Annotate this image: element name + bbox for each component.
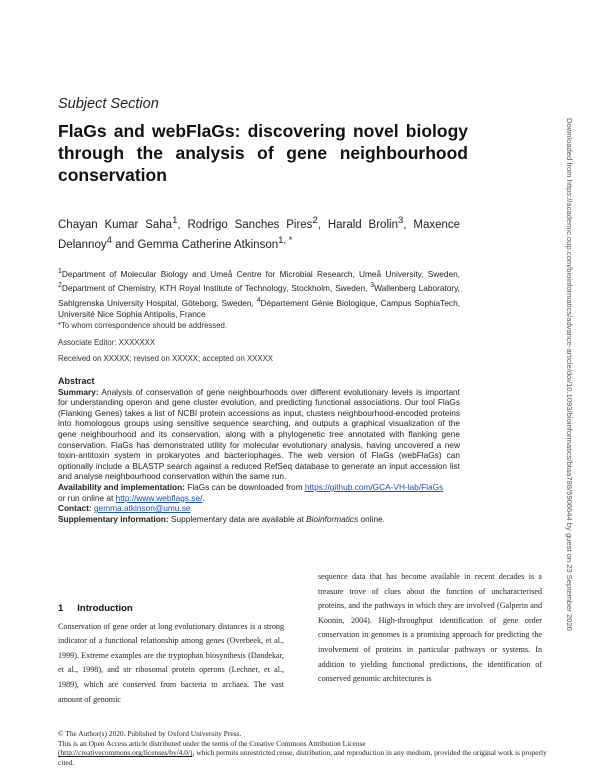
abstract-contact: Contact: gemma.atkinson@umu.se xyxy=(58,503,191,514)
author-list: Chayan Kumar Saha$^1$, Rodrigo Sanches Pires$^2$, Harald Brolin$^3$, Maxence Delannoy$^4$ and Gemma Catherine Atkinson$^{1, *}$ xyxy=(58,215,461,251)
author-affiliation-mark: 1 xyxy=(172,215,178,226)
author-name: Gemma Catherine Atkinson xyxy=(137,238,279,251)
author-name: Harald Brolin xyxy=(327,218,398,231)
abstract-heading: Abstract xyxy=(58,376,95,386)
affiliations: $^1$Department of Molecular Biology and Umeå Centre for Microbial Research, Umeå University, Sweden, $^2$Department of Chemistry, KTH Royal Institute of Technology, Stockholm, Sweden, $^3$Wallenberg Laboratory, Sahlgrenska University Hospital, Göteborg, Sweden, $^4$Département Génie Biologique, Campus SophiaTech, Université Nice Sophia Antipolis, France xyxy=(58,268,461,320)
author-name: Chayan Kumar Saha xyxy=(58,218,173,231)
intro-column-right: sequence data that has become available in recent decades is a treasure trove of clues about the function of uncharacterised proteins, and the pathways in which they are involved (Galperin and Koonin, 2004). High-throughput identification of gene order conservation in genomes is a promising approach for predicting the involvement of proteins in particular pathways or systems. In addition to yielding functional predictions, the identification of conserved genomic architectures is xyxy=(318,572,542,684)
correspondence-note: *To whom correspondence should be addressed. xyxy=(58,321,228,330)
author-name: Maxence Delannoy xyxy=(58,218,461,251)
intro-heading: 1 Introduction xyxy=(58,603,133,614)
affiliation: Département Génie Biologique, Campus SophiaTech, Université Nice Sophia Antipolis, France xyxy=(58,297,461,320)
github-link[interactable]: https://github.com/GCA-VH-lab/FlaGs xyxy=(304,481,444,492)
author-affiliation-mark: 2 xyxy=(312,215,318,226)
download-watermark-text: Downloaded from https://academic.oup.com/bioinformatics/advance-article/doi/10.1093/bioinformatics/btaa788/5906644 by guest on 23 September 2020 xyxy=(565,118,574,631)
intro-column-left xyxy=(58,602,284,707)
author-affiliation-mark: 3 xyxy=(397,215,404,226)
author-affiliation-mark: 1, * xyxy=(278,234,293,246)
contact-email-link[interactable]: gemma.atkinson@umu.se xyxy=(93,503,191,514)
affiliation: Wallenberg Laboratory, Sahlgrenska University Hospital, Göteborg, Sweden, xyxy=(58,283,460,308)
abstract xyxy=(58,376,460,524)
license-footer: © The Author(s) 2020. Published by Oxford University Press. This is an Open Access article distributed under the terms of the Creative Commons Attribution License (http://creativecommons.org/licenses/by/4.0/), which permits unrestricted reuse, distribution, and reproduction in any medium, provided the original work is properly cited. xyxy=(58,729,547,767)
abstract-supplementary: Supplementary information: Supplementary data are available at Bioinformatics online. xyxy=(58,513,385,524)
subject-section-label: Subject Section xyxy=(58,96,159,112)
abstract-availability: Availability and implementation: FlaGs can be downloaded from https://github.com/GCA-VH-lab/FlaGs or run online at http://www.webflags.se/. xyxy=(58,481,444,503)
affiliation: Department of Chemistry, KTH Royal Institute of Technology, Stockholm, Sweden, xyxy=(61,283,368,294)
abstract-summary: Summary: Analysis of conservation of gene neighbourhoods over different evolutionary levels is important for understanding operon and gene cluster evolution, and predicting functional associations. Our tool FlaGs (Flanking Genes) takes a list of NCBI protein accessions as input, clusters neighbourhood-encoded proteins into homologous groups using sensitive sequence searching, and outputs a graphical visualization of the gene neighbourhood and its conservation, along with a phylogenetic tree annotated with flanking gene conservation. FlaGs has demonstrated utility for molecular evolutionary analysis, having uncovered a new toxin-antitoxin system in prokaryotes and bacteriophages. The web version of FlaGs (webFlaGs) can optionally include a BLASTP search against a reduced RefSeq database to generate an input accession list and analyse neighbourhood conservation within the same run. xyxy=(58,386,460,482)
received-dates: Received on XXXXX; revised on XXXXX; accepted on XXXXX xyxy=(58,354,273,363)
intro-text: Conservation of gene order at long evolutionary distances is a strong indicator of a functional relationship among genes (Overbeek, et al., 1999). Extreme examples are the tryptophan biosynthesis (Dandekar, et al., 1998), and str ribosomal protein operons (Lechner, et al., 1989), which are conserved from bacteria to archaea. The vast amount of genomic xyxy=(58,621,284,704)
webflags-link[interactable]: http://www.webflags.se/ xyxy=(115,492,203,503)
author-name: Rodrigo Sanches Pires xyxy=(187,218,313,231)
paper-title: FlaGs and webFlaGs: discovering novel biology through the analysis of gene neighbourhood conservation xyxy=(58,121,468,185)
license-link[interactable]: (http://creativecommons.org/licenses/by/4.0/) xyxy=(58,748,193,758)
affiliation: Department of Molecular Biology and Umeå Centre for Microbial Research, Umeå University, Sweden, xyxy=(61,268,460,279)
author-affiliation-mark: 4 xyxy=(106,234,112,246)
associate-editor: Associate Editor: XXXXXXX xyxy=(58,338,156,347)
